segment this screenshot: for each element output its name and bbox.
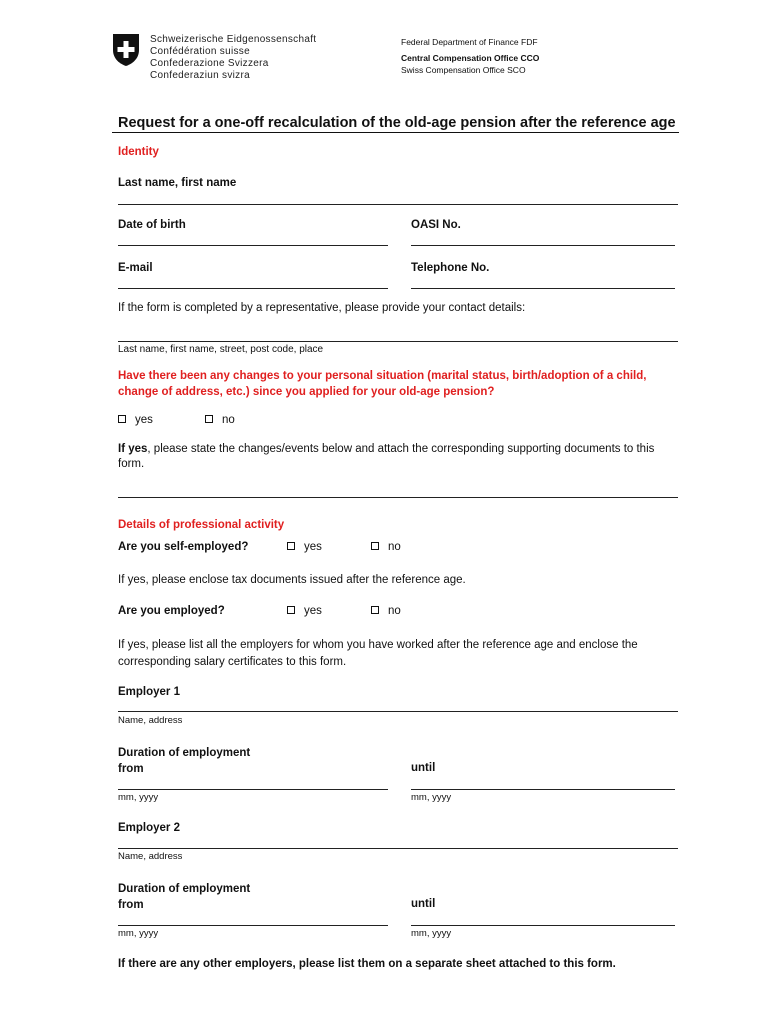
confederation-line-de: Schweizerische Eidgenossenschaft [150,34,317,45]
employer-2-until-label: until [411,898,436,910]
title-underline [112,132,679,133]
confederation-line-rm: Confederaziun svizra [150,70,250,81]
telephone-label: Telephone No. [411,262,490,274]
employer-1-hint: Name, address [118,715,183,726]
from-label: from [118,899,144,911]
other-employers-note: If there are any other employers, please list them on a separate sheet attached to this form. [118,958,616,970]
no-label: no [222,414,235,426]
telephone-field[interactable] [411,288,675,289]
if-yes-text-line-1: , please state the changes/events below and attach the corresponding supporting documents to this [147,443,655,455]
yes-label: yes [135,414,153,426]
oasi-no-field[interactable] [411,245,675,246]
employer-2-from-field[interactable] [118,925,388,926]
duration-label: Duration of employment [118,883,251,895]
yes-label: yes [304,605,322,617]
employer-1-until-field[interactable] [411,789,675,790]
representative-text: If the form is completed by a representative, please provide your contact details: [118,302,526,314]
yes-label: yes [304,541,322,553]
self-employed-no-option[interactable] [371,540,401,555]
checkbox-icon[interactable] [287,606,295,614]
employed-note-line-1: If yes, please list all the employers for whom you have worked after the reference age and enclose the [118,639,638,651]
employer-2-label: Employer 2 [118,822,180,834]
duration-label: Duration of employment [118,747,251,759]
email-field[interactable] [118,288,388,289]
employer-2-from-hint: mm, yyyy [118,928,159,939]
employed-note-line-2: corresponding salary certificates to this form. [118,656,347,668]
employed-yes-option[interactable] [287,604,322,619]
employer-2-duration-label [118,881,250,913]
representative-hint: Last name, first name, street, post code, place [118,344,324,355]
changes-question-line-2: change of address, etc.) since you applied for your old-age pension? [118,386,495,398]
employed-no-option[interactable] [371,604,401,619]
employer-1-from-field[interactable] [118,789,388,790]
changes-question-line-1: Have there been any changes to your personal situation (marital status, birth/adoption of a child, [118,370,647,382]
date-of-birth-label: Date of birth [118,219,186,231]
checkbox-icon[interactable] [287,542,295,550]
confederation-line-fr: Confédération suisse [150,46,250,57]
last-first-name-label: Last name, first name [118,177,237,189]
department-name: Federal Department of Finance FDF [401,37,538,47]
confederation-line-it: Confederazione Svizzera [150,58,269,69]
no-label: no [388,605,401,617]
office-subname: Swiss Compensation Office SCO [401,65,526,75]
if-yes-changes-text [118,442,654,472]
changes-question [118,368,646,400]
department-block [401,36,539,76]
checkbox-icon[interactable] [118,415,126,423]
confederation-wordmark [150,34,316,82]
professional-heading: Details of professional activity [118,519,285,531]
employer-1-until-hint: mm, yyyy [411,792,452,803]
email-label: E-mail [118,262,153,274]
employer-2-hint: Name, address [118,851,183,862]
employer-1-from-hint: mm, yyyy [118,792,159,803]
office-name: Central Compensation Office CCO [401,53,540,63]
changes-details-field[interactable] [118,497,678,498]
self-employed-note: If yes, please enclose tax documents issued after the reference age. [118,574,466,586]
employed-question: Are you employed? [118,605,225,617]
from-label: from [118,763,144,775]
form-title: Request for a one-off recalculation of the old-age pension after the reference age [118,115,676,131]
if-yes-bold: If yes [118,443,148,455]
representative-field[interactable] [118,341,678,342]
changes-no-option[interactable] [205,413,235,428]
if-yes-text-line-2: form. [118,458,145,470]
employer-1-field[interactable] [118,711,678,712]
checkbox-icon[interactable] [205,415,213,423]
employer-2-until-field[interactable] [411,925,675,926]
identity-heading: Identity [118,146,159,158]
employer-2-until-hint: mm, yyyy [411,928,452,939]
employer-2-field[interactable] [118,848,678,849]
self-employed-yes-option[interactable] [287,540,322,555]
employer-1-until-label: until [411,762,436,774]
oasi-no-label: OASI No. [411,219,461,231]
no-label: no [388,541,401,553]
checkbox-icon[interactable] [371,606,379,614]
swiss-coat-of-arms-icon [112,33,140,67]
changes-yes-option[interactable] [118,413,153,428]
self-employed-question: Are you self-employed? [118,541,249,553]
employer-1-label: Employer 1 [118,686,180,698]
last-first-name-field[interactable] [118,204,678,205]
checkbox-icon[interactable] [371,542,379,550]
employed-note [118,637,638,671]
date-of-birth-field[interactable] [118,245,388,246]
employer-1-duration-label [118,745,250,777]
